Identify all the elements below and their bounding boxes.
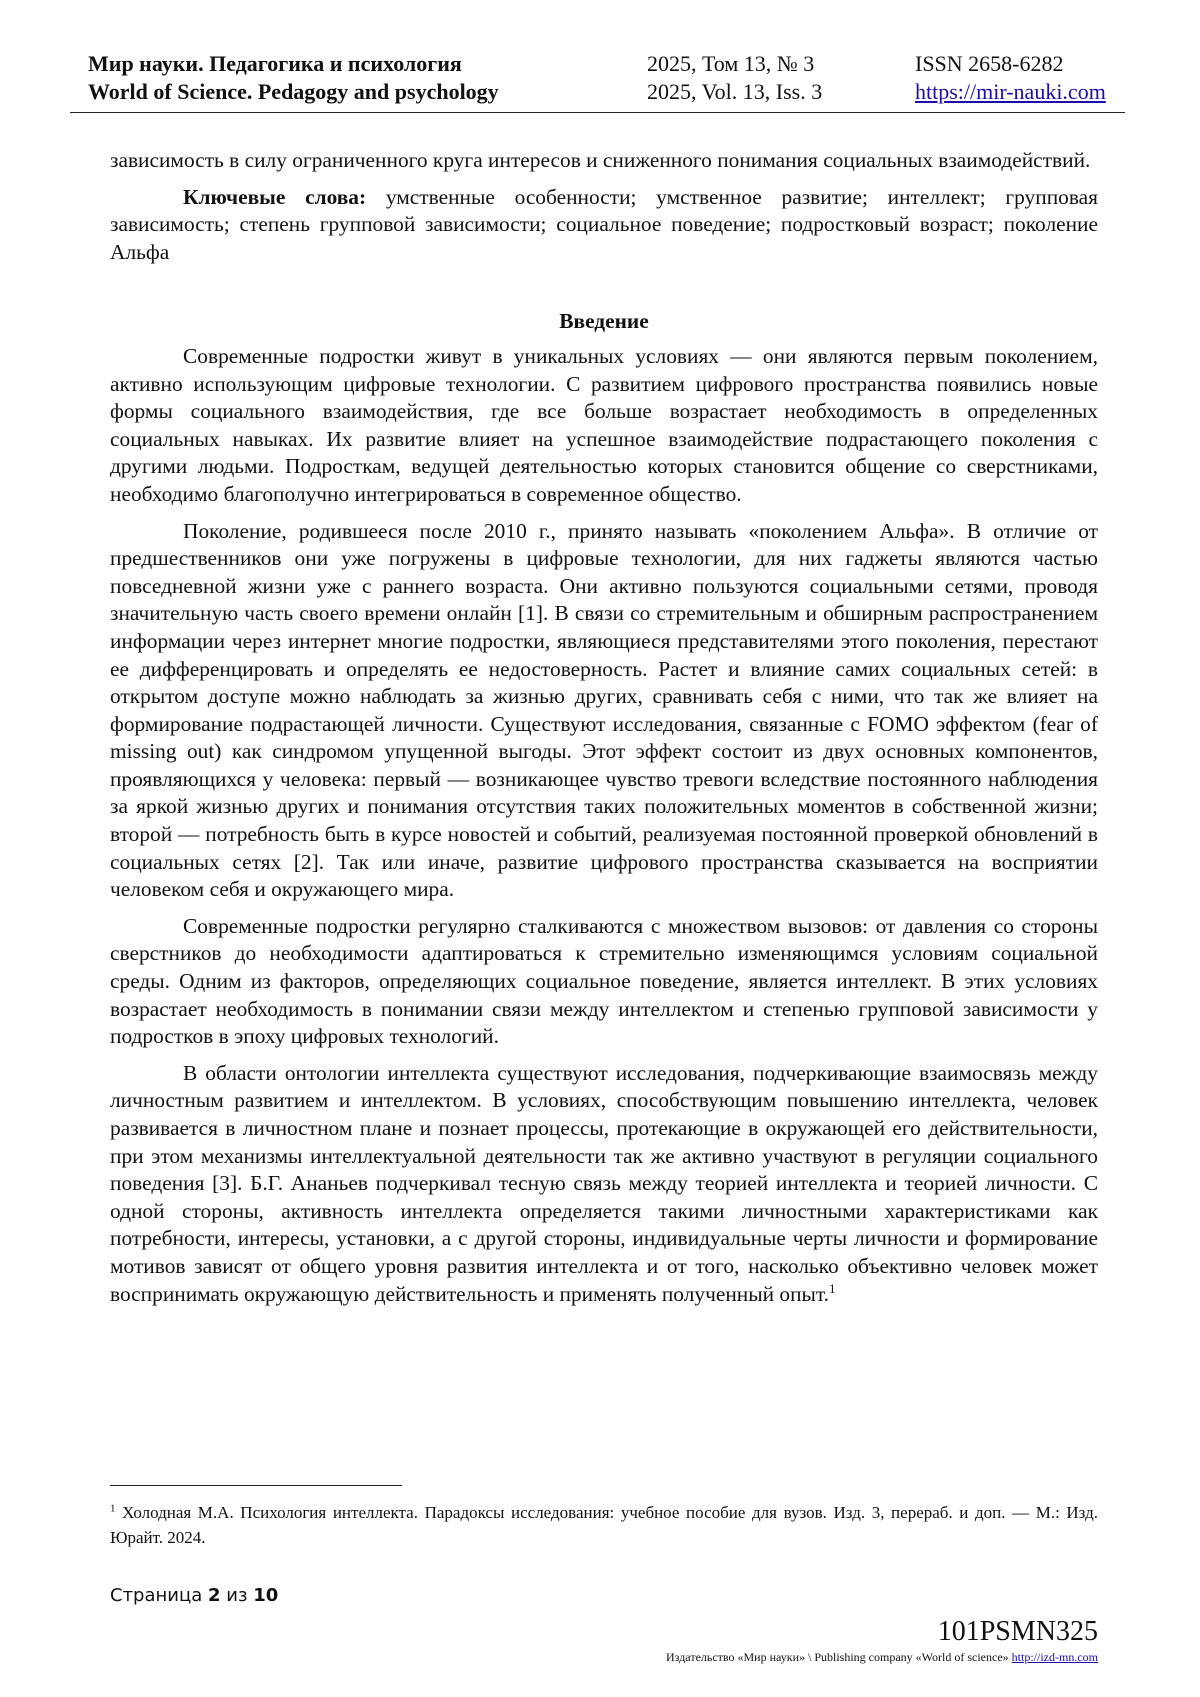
paragraph-1: Современные подростки живут в уникальных условиях — они являются первым поколением, активно использующим цифровые технологии. С развитием цифрового пространства появились новые формы социального взаимодействия, где все больше возрастает необходимость в определенных социальных навыках. Их развитие влияет на успешное взаимодействие подрастающего поколения с другими людьми. Подросткам, ведущей деятельностью которых становится общение со сверстниками, необходимо благополучно интегрироваться в современное общество. (110, 343, 1098, 506)
keywords-text: умственные особенности; умственное развитие; интеллект; групповая зависимость; степень групповой зависимости; социальное поведение; подростковый возраст; поколение Альфа (110, 184, 1098, 264)
footnote-text: Холодная М.А. Психология интеллекта. Парадоксы исследования: учебное пособие для вузов. Изд. 3, перераб. и доп. — М.: Изд. Юрайт. 2024. (110, 1503, 1098, 1547)
footnote (110, 1500, 1098, 1550)
page-number (110, 1585, 278, 1606)
article-body (110, 147, 1098, 1317)
footnote-marker: 1 (110, 1502, 116, 1515)
page-current: 2 (208, 1585, 221, 1606)
page-total: 10 (253, 1585, 279, 1606)
keywords (110, 184, 1098, 267)
page-prefix: Страница (110, 1585, 203, 1606)
issue-info (647, 50, 822, 106)
page-sep: из (226, 1585, 248, 1606)
issn: ISSN 2658-6282 (915, 51, 1064, 76)
footnote-ref[interactable]: 1 (829, 1280, 836, 1296)
keywords-label: Ключевые слова: (183, 184, 367, 209)
publisher-line (666, 1650, 1098, 1665)
journal-title-ru: Мир науки. Педагогика и психология (88, 51, 462, 76)
section-title: Введение (559, 309, 649, 334)
paragraph-4-text: В области онтологии интеллекта существуют исследования, подчеркивающие взаимосвязь между личностным развитием и интеллектом. В условиях, способствующим повышению интеллекта, человек развивается в личностном плане и познает процессы, протекающие в окружающей его действительности, при этом механизмы интеллектуальной деятельности так же активно участвуют в регуляции социального поведения [3]. Б.Г. Ананьев подчеркивал тесную связь между теорией интеллекта и теорией личности. С одной стороны, активность интеллекта определяется такими личностными характеристиками как потребности, интересы, установки, а с другой стороны, индивидуальные черты личности и формирование мотивов зависят от общего уровня развития интеллекта и от того, насколько объективно человек может воспринимать окружающую действительность и применять полученный опыт. (110, 1060, 1098, 1306)
paragraph-4 (110, 1060, 1098, 1308)
issue-en: 2025, Vol. 13, Iss. 3 (647, 79, 823, 104)
paragraph-2: Поколение, родившееся после 2010 г., принято называть «поколением Альфа». В отличие от предшественников они уже погружены в цифровые технологии, для них гаджеты являются частью повседневной жизни уже с раннего возраста. Они активно пользуются социальными сетями, проводя значительную часть своего времени онлайн [1]. В связи со стремительным и обширным распространением информации через интернет многие подростки, являющиеся представителями этого поколения, перестают ее дифференцировать и определять ее недостоверность. Растет и влияние самих социальных сетей: в открытом доступе можно наблюдать за жизнью других, сравнивать себя с ними, что так же влияет на формирование подрастающей личности. Существуют исследования, связанные с FOMO эффектом (fear of missing out) как синдромом упущенной выгоды. Этот эффект состоит из двух основных компонентов, проявляющихся у человека: первый — возникающее чувство тревоги вследствие постоянного наблюдения за яркой жизнью других и понимания отсутствия таких положительных моментов в собственной жизни; второй — потребность быть в курсе новостей и событий, реализуемая постоянной проверкой обновлений в социальных сетях [2]. Так или иначе, развитие цифрового пространства сказывается на восприятии человеком себя и окружающего мира. (110, 518, 1098, 902)
publisher-link[interactable]: http://izd-mn.com (1011, 1650, 1098, 1664)
page-header (70, 50, 1125, 113)
issn-info (915, 50, 1106, 106)
journal-title (88, 50, 499, 106)
journal-link[interactable]: https://mir-nauki.com (915, 79, 1106, 104)
journal-title-en: World of Science. Pedagogy and psychology (88, 79, 499, 104)
paragraph-3: Современные подростки регулярно сталкиваются с множеством вызовов: от давления со стороны сверстников до необходимости адаптироваться к стремительно изменяющимся условиям социальной среды. Одним из факторов, определяющих социальное поведение, является интеллект. В этих условиях возрастает необходимость в понимании связи между интеллектом и степенью групповой зависимости у подростков в эпоху цифровых технологий. (110, 913, 1098, 1049)
article-code: 101PSMN325 (937, 1616, 1098, 1647)
abstract-tail: зависимость в силу ограниченного круга интересов и сниженного понимания социальных взаимодействий. (110, 148, 1091, 172)
publisher-text: Издательство «Мир науки» \ Publishing company «World of science» (666, 1650, 1009, 1664)
footnote-divider (110, 1485, 402, 1486)
issue-ru: 2025, Том 13, № 3 (647, 51, 815, 76)
